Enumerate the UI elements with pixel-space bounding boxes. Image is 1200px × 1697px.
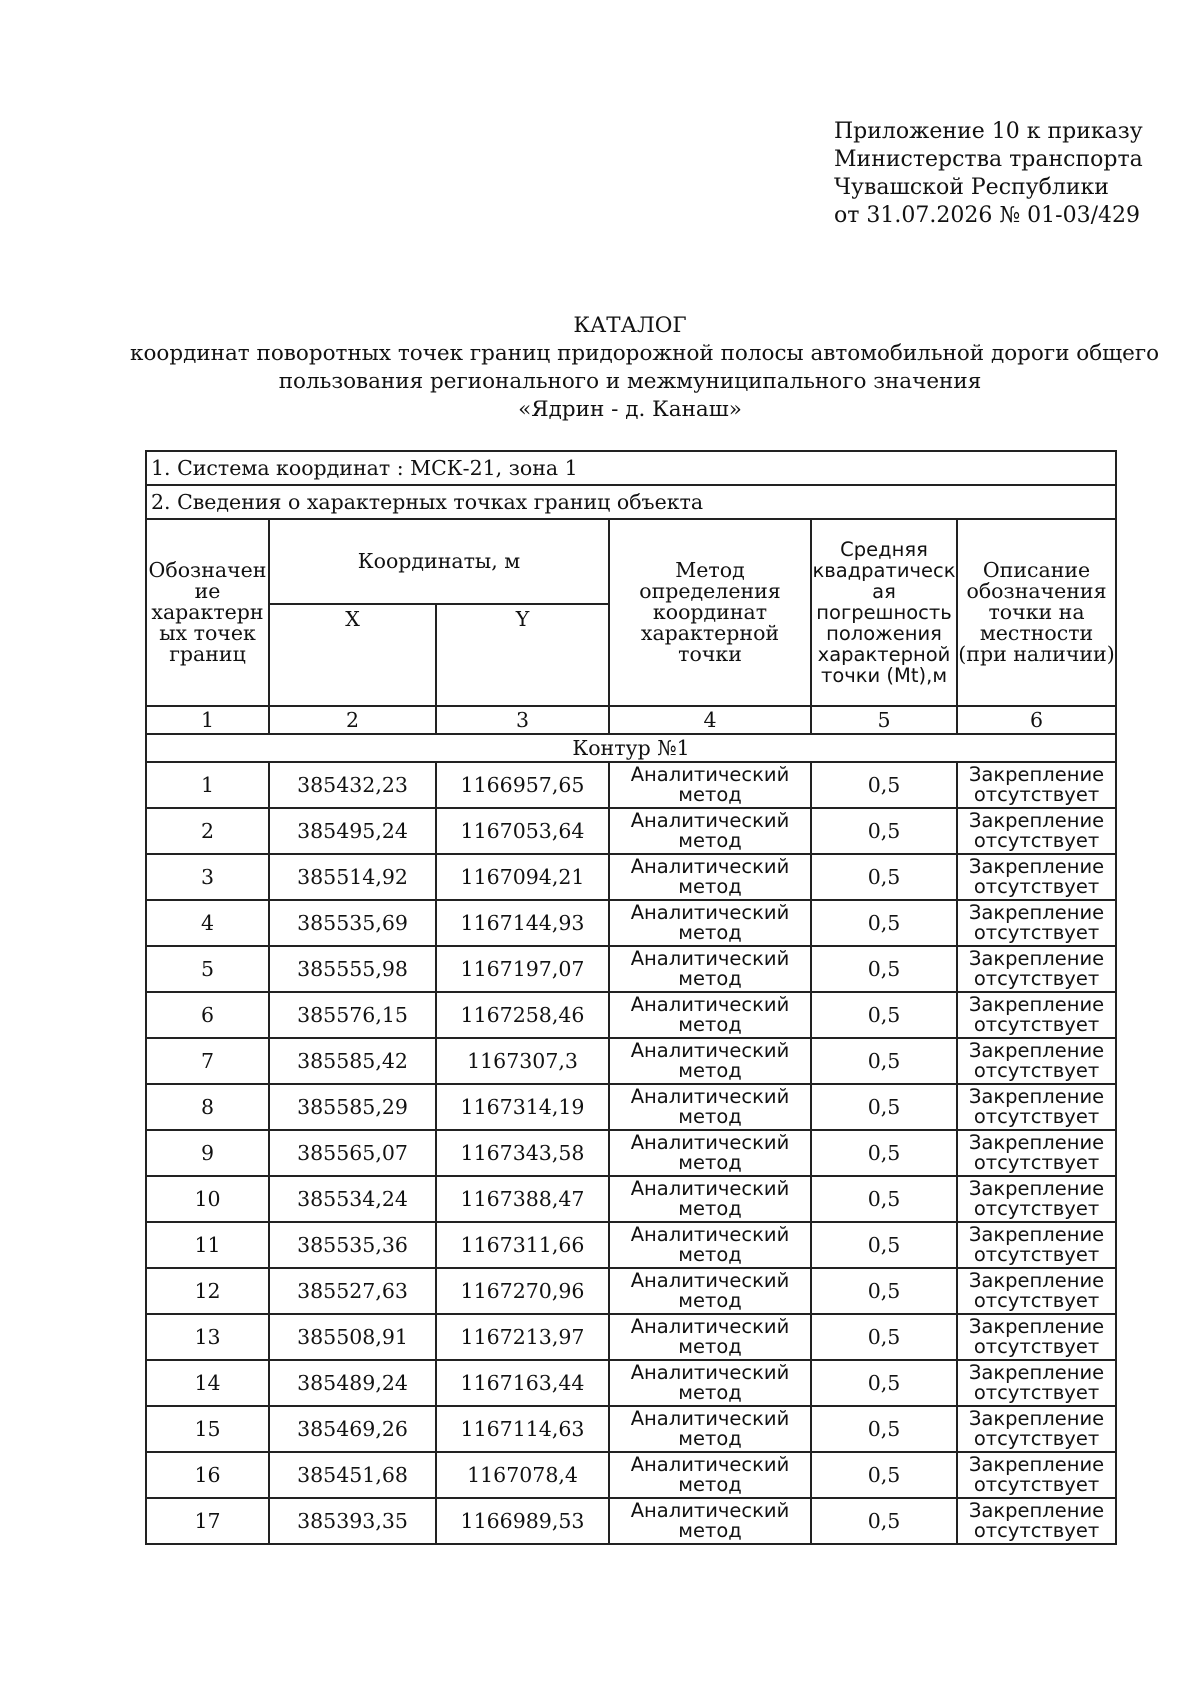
method-cell-line: метод xyxy=(678,1243,742,1266)
header-line: ая xyxy=(872,580,896,603)
description-cell-line: отсутствует xyxy=(973,1105,1100,1128)
description-cell xyxy=(957,946,1116,992)
coord-x: 385393,35 xyxy=(269,1498,436,1544)
method-cell xyxy=(609,1498,811,1544)
header-description xyxy=(957,519,1116,706)
description-cell-line: отсутствует xyxy=(973,1519,1100,1542)
mt-value: 0,5 xyxy=(811,1406,957,1452)
description-cell-line: Закрепление xyxy=(968,1499,1105,1522)
method-cell xyxy=(609,1130,811,1176)
table-row xyxy=(146,1222,1116,1268)
description-cell-line: отсутствует xyxy=(973,921,1100,944)
method-cell xyxy=(609,1176,811,1222)
method-cell-line: метод xyxy=(678,1059,742,1082)
table-row xyxy=(146,808,1116,854)
mt-value: 0,5 xyxy=(811,1222,957,1268)
description-cell-line: отсутствует xyxy=(973,1335,1100,1358)
coord-y: 1167307,3 xyxy=(436,1038,609,1084)
description-cell-line: отсутствует xyxy=(973,1473,1100,1496)
header-line: Средняя xyxy=(840,538,928,561)
description-cell xyxy=(957,1038,1116,1084)
title-line: координат поворотных точек границ придорожной полосы автомобильной дороги общего xyxy=(130,341,1160,366)
header-line: координат xyxy=(652,600,768,624)
description-cell-line: Закрепление xyxy=(968,1177,1105,1200)
point-number: 7 xyxy=(146,1038,269,1084)
method-cell xyxy=(609,1222,811,1268)
description-cell xyxy=(957,1498,1116,1544)
table-row xyxy=(146,1314,1116,1360)
mt-value: 0,5 xyxy=(811,1130,957,1176)
description-cell-line: Закрепление xyxy=(968,1315,1105,1338)
point-number: 1 xyxy=(146,762,269,808)
coord-y: 1167213,97 xyxy=(436,1314,609,1360)
coord-y: 1167388,47 xyxy=(436,1176,609,1222)
description-cell-line: Закрепление xyxy=(968,993,1105,1016)
description-cell-line: Закрепление xyxy=(968,1223,1105,1246)
header-line: характерной точки xyxy=(640,621,780,666)
point-number: 9 xyxy=(146,1130,269,1176)
coordinates-table xyxy=(145,450,1117,1545)
table-row xyxy=(146,946,1116,992)
coord-x: 385565,07 xyxy=(269,1130,436,1176)
description-cell-line: Закрепление xyxy=(968,1453,1105,1476)
table-row xyxy=(146,1038,1116,1084)
description-cell xyxy=(957,900,1116,946)
description-cell-line: Закрепление xyxy=(968,1131,1105,1154)
method-cell xyxy=(609,946,811,992)
header-x: X xyxy=(269,604,436,706)
table-row xyxy=(146,1498,1116,1544)
description-cell xyxy=(957,1130,1116,1176)
point-number: 8 xyxy=(146,1084,269,1130)
description-cell-line: отсутствует xyxy=(973,1243,1100,1266)
description-cell-line: Закрепление xyxy=(968,1407,1105,1430)
header-line: точки (Mt),м xyxy=(820,664,948,687)
appendix-line: от 31.07.2026 № 01-03/429 xyxy=(834,203,1141,228)
mt-value: 0,5 xyxy=(811,1498,957,1544)
description-cell-line: Закрепление xyxy=(968,1039,1105,1062)
coord-y: 1167314,19 xyxy=(436,1084,609,1130)
point-number: 10 xyxy=(146,1176,269,1222)
point-number: 4 xyxy=(146,900,269,946)
method-cell xyxy=(609,1360,811,1406)
coord-x: 385495,24 xyxy=(269,808,436,854)
column-number: 3 xyxy=(436,706,609,734)
method-cell-line: Аналитический xyxy=(630,855,790,878)
point-number: 2 xyxy=(146,808,269,854)
description-cell-line: отсутствует xyxy=(973,829,1100,852)
method-cell-line: Аналитический xyxy=(630,1499,790,1522)
header-line: (при наличии) xyxy=(958,642,1115,666)
description-cell xyxy=(957,1176,1116,1222)
table-row xyxy=(146,1406,1116,1452)
description-cell-line: отсутствует xyxy=(973,1427,1100,1450)
description-cell xyxy=(957,1314,1116,1360)
method-cell-line: Аналитический xyxy=(630,1269,790,1292)
description-cell-line: Закрепление xyxy=(968,947,1105,970)
header-line: обозначения xyxy=(966,579,1107,603)
coord-y: 1167258,46 xyxy=(436,992,609,1038)
point-number: 17 xyxy=(146,1498,269,1544)
method-cell-line: Аналитический xyxy=(630,947,790,970)
mt-value: 0,5 xyxy=(811,1360,957,1406)
table-row xyxy=(146,1130,1116,1176)
table-row xyxy=(146,1360,1116,1406)
coord-y: 1166989,53 xyxy=(436,1498,609,1544)
column-number: 4 xyxy=(609,706,811,734)
method-cell-line: метод xyxy=(678,1289,742,1312)
coord-y: 1167094,21 xyxy=(436,854,609,900)
header-line: ие xyxy=(194,579,221,603)
header-line: характерн xyxy=(151,600,264,624)
mt-value: 0,5 xyxy=(811,900,957,946)
header-line: местности xyxy=(979,621,1094,645)
coord-x: 385508,91 xyxy=(269,1314,436,1360)
method-cell xyxy=(609,808,811,854)
mt-value: 0,5 xyxy=(811,1038,957,1084)
header-line: Описание xyxy=(982,558,1091,582)
method-cell-line: метод xyxy=(678,921,742,944)
description-cell-line: Закрепление xyxy=(968,763,1105,786)
coord-y: 1167197,07 xyxy=(436,946,609,992)
header-y: Y xyxy=(436,604,609,706)
table-body xyxy=(146,762,1116,1544)
description-cell xyxy=(957,1452,1116,1498)
header-line: квадратическ xyxy=(812,559,956,582)
method-cell-line: Аналитический xyxy=(630,1361,790,1384)
description-cell-line: Закрепление xyxy=(968,1361,1105,1384)
column-numbers-row xyxy=(146,706,1116,734)
mt-value: 0,5 xyxy=(811,1176,957,1222)
description-cell-line: Закрепление xyxy=(968,855,1105,878)
appendix-line: Приложение 10 к приказу xyxy=(834,119,1143,144)
description-cell-line: отсутствует xyxy=(973,1289,1100,1312)
method-cell xyxy=(609,762,811,808)
coord-x: 385432,23 xyxy=(269,762,436,808)
description-cell xyxy=(957,1222,1116,1268)
point-number: 6 xyxy=(146,992,269,1038)
coord-x: 385489,24 xyxy=(269,1360,436,1406)
coord-y: 1167311,66 xyxy=(436,1222,609,1268)
coord-y: 1167270,96 xyxy=(436,1268,609,1314)
coord-y: 1167163,44 xyxy=(436,1360,609,1406)
coord-x: 385585,42 xyxy=(269,1038,436,1084)
header-line: Метод xyxy=(675,558,745,582)
column-number: 5 xyxy=(811,706,957,734)
mt-value: 0,5 xyxy=(811,762,957,808)
object-info: 2. Сведения о характерных точках границ объекта xyxy=(146,485,1116,519)
method-cell xyxy=(609,1038,811,1084)
method-cell-line: метод xyxy=(678,1151,742,1174)
method-cell-line: метод xyxy=(678,1381,742,1404)
method-cell xyxy=(609,900,811,946)
method-cell xyxy=(609,1084,811,1130)
method-cell-line: метод xyxy=(678,1013,742,1036)
coord-y: 1166957,65 xyxy=(436,762,609,808)
point-number: 3 xyxy=(146,854,269,900)
method-cell-line: Аналитический xyxy=(630,1177,790,1200)
title-line: пользования регионального и межмуниципального значения xyxy=(278,369,982,394)
method-cell-line: Аналитический xyxy=(630,1131,790,1154)
table-row xyxy=(146,854,1116,900)
mt-value: 0,5 xyxy=(811,1268,957,1314)
coord-x: 385555,98 xyxy=(269,946,436,992)
method-cell-line: Аналитический xyxy=(630,1453,790,1476)
method-cell-line: метод xyxy=(678,1335,742,1358)
coord-x: 385535,69 xyxy=(269,900,436,946)
mt-value: 0,5 xyxy=(811,992,957,1038)
road-name: «Ядрин - д. Канаш» xyxy=(518,397,742,422)
header-error xyxy=(811,519,957,706)
table-row xyxy=(146,992,1116,1038)
method-cell-line: Аналитический xyxy=(630,1315,790,1338)
point-number: 16 xyxy=(146,1452,269,1498)
method-cell-line: Аналитический xyxy=(630,1039,790,1062)
table-row xyxy=(146,1268,1116,1314)
method-cell xyxy=(609,992,811,1038)
description-cell-line: отсутствует xyxy=(973,783,1100,806)
method-cell-line: метод xyxy=(678,1519,742,1542)
method-cell-line: Аналитический xyxy=(630,809,790,832)
description-cell xyxy=(957,1360,1116,1406)
point-number: 13 xyxy=(146,1314,269,1360)
description-cell-line: отсутствует xyxy=(973,875,1100,898)
table-row xyxy=(146,762,1116,808)
method-cell-line: метод xyxy=(678,1197,742,1220)
appendix-line: Министерства транспорта xyxy=(834,147,1143,172)
coord-y: 1167343,58 xyxy=(436,1130,609,1176)
method-cell-line: метод xyxy=(678,875,742,898)
column-number: 2 xyxy=(269,706,436,734)
description-cell-line: отсутствует xyxy=(973,1013,1100,1036)
table-row xyxy=(146,1452,1116,1498)
method-cell-line: Аналитический xyxy=(630,993,790,1016)
method-cell-line: метод xyxy=(678,1105,742,1128)
table-row xyxy=(146,900,1116,946)
header-line: точки на xyxy=(988,600,1085,624)
description-cell-line: отсутствует xyxy=(973,1381,1100,1404)
description-cell-line: отсутствует xyxy=(973,1197,1100,1220)
description-cell-line: Закрепление xyxy=(968,809,1105,832)
title-block xyxy=(130,312,1160,424)
method-cell-line: метод xyxy=(678,829,742,852)
header-line: характерной xyxy=(817,643,951,666)
coord-x: 385576,15 xyxy=(269,992,436,1038)
method-cell-line: Аналитический xyxy=(630,1407,790,1430)
method-cell-line: Аналитический xyxy=(630,763,790,786)
mt-value: 0,5 xyxy=(811,1452,957,1498)
header-coordinates: Координаты, м xyxy=(269,519,609,604)
mt-value: 0,5 xyxy=(811,808,957,854)
coord-x: 385469,26 xyxy=(269,1406,436,1452)
header-line: положения xyxy=(826,622,942,645)
description-cell xyxy=(957,1084,1116,1130)
point-number: 12 xyxy=(146,1268,269,1314)
method-cell xyxy=(609,1268,811,1314)
point-number: 15 xyxy=(146,1406,269,1452)
method-cell-line: метод xyxy=(678,1427,742,1450)
coord-x: 385451,68 xyxy=(269,1452,436,1498)
mt-value: 0,5 xyxy=(811,854,957,900)
description-cell-line: Закрепление xyxy=(968,1269,1105,1292)
description-cell xyxy=(957,854,1116,900)
method-cell-line: метод xyxy=(678,783,742,806)
column-number: 6 xyxy=(957,706,1116,734)
mt-value: 0,5 xyxy=(811,1084,957,1130)
description-cell-line: Закрепление xyxy=(968,901,1105,924)
header-method xyxy=(609,519,811,706)
method-cell-line: Аналитический xyxy=(630,1223,790,1246)
description-cell xyxy=(957,1406,1116,1452)
coord-y: 1167078,4 xyxy=(436,1452,609,1498)
coord-y: 1167144,93 xyxy=(436,900,609,946)
description-cell-line: Закрепление xyxy=(968,1085,1105,1108)
description-cell xyxy=(957,808,1116,854)
method-cell xyxy=(609,1406,811,1452)
method-cell-line: метод xyxy=(678,1473,742,1496)
method-cell-line: метод xyxy=(678,967,742,990)
point-number: 14 xyxy=(146,1360,269,1406)
description-cell-line: отсутствует xyxy=(973,967,1100,990)
method-cell xyxy=(609,854,811,900)
description-cell-line: отсутствует xyxy=(973,1151,1100,1174)
method-cell xyxy=(609,1314,811,1360)
point-number: 11 xyxy=(146,1222,269,1268)
coordinate-system: 1. Система координат : МСК-21, зона 1 xyxy=(146,451,1116,485)
coord-y: 1167053,64 xyxy=(436,808,609,854)
header-line: погрешность xyxy=(816,601,952,624)
description-cell xyxy=(957,1268,1116,1314)
table-row xyxy=(146,1176,1116,1222)
description-cell-line: отсутствует xyxy=(973,1059,1100,1082)
mt-value: 0,5 xyxy=(811,1314,957,1360)
header-designation xyxy=(146,519,269,706)
header-line: ых точек xyxy=(159,621,256,645)
header-line: определения xyxy=(639,579,781,603)
contour-label: Контур №1 xyxy=(146,734,1116,762)
mt-value: 0,5 xyxy=(811,946,957,992)
appendix-line: Чувашской Республики xyxy=(834,175,1109,200)
catalog-heading: КАТАЛОГ xyxy=(573,313,687,338)
coord-x: 385535,36 xyxy=(269,1222,436,1268)
method-cell xyxy=(609,1452,811,1498)
appendix-block xyxy=(834,118,1143,230)
coord-x: 385514,92 xyxy=(269,854,436,900)
description-cell xyxy=(957,762,1116,808)
method-cell-line: Аналитический xyxy=(630,901,790,924)
header-line: границ xyxy=(169,642,246,666)
coord-x: 385534,24 xyxy=(269,1176,436,1222)
description-cell xyxy=(957,992,1116,1038)
table-row xyxy=(146,1084,1116,1130)
header-line: Обозначен xyxy=(148,558,267,582)
column-number: 1 xyxy=(146,706,269,734)
point-number: 5 xyxy=(146,946,269,992)
coord-x: 385585,29 xyxy=(269,1084,436,1130)
coord-x: 385527,63 xyxy=(269,1268,436,1314)
method-cell-line: Аналитический xyxy=(630,1085,790,1108)
coord-y: 1167114,63 xyxy=(436,1406,609,1452)
